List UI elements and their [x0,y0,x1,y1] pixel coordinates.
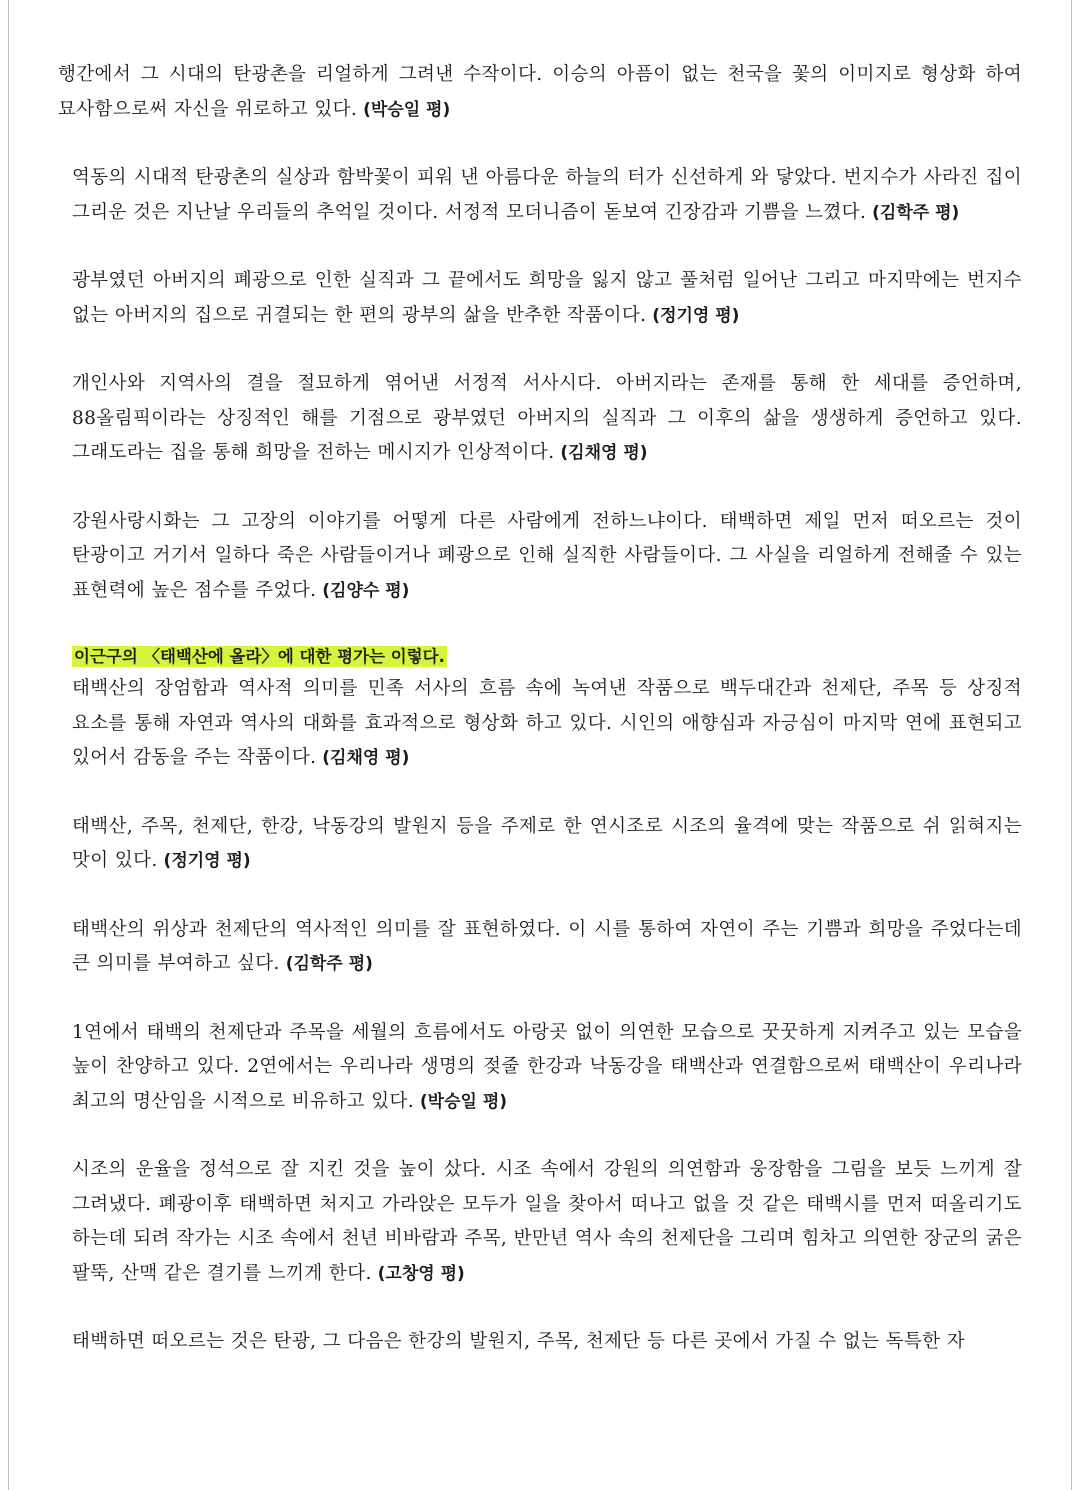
review-text: 강원사랑시화는 그 고장의 이야기를 어떻게 다른 사람에게 전하느냐이다. 태백하면 제일 먼저 떠오르는 것이 탄광이고 거기서 일하다 죽은 사람들이거나 폐광으로 인해 실직한 사람들이다. 그 사실을 리얼하게 전해줄 수 있는 표현력에 높은 점수를 주었다. [72,510,1022,601]
review-paragraph [58,1016,1022,1120]
review-paragraph [58,367,1022,471]
review-attribution: (김채영 평) [560,443,648,463]
review-paragraph [58,264,1022,333]
review-attribution: (김양수 평) [322,580,410,601]
review-paragraph-partial [58,1325,1022,1360]
review-text: 시조의 운율을 정석으로 잘 지킨 것을 높이 샀다. 시조 속에서 강원의 의연함과 웅장함을 그림을 보듯 느끼게 잘 그려냈다. 폐광이후 태백하면 처지고 가라앉은 모두가 일을 찾아서 떠나고 없을 것 같은 태백시를 먼저 떠올리기도 하는데 되려 작가는 시조 속에서 천년 비바람과 주목, 반만년 역사 속의 천제단을 그리며 힘차고 의연한 장군의 굵은 팔뚝, 산맥 같은 결기를 느끼게 한다. [72,1159,1022,1284]
review-text: 행간에서 그 시대의 탄광촌을 리얼하게 그려낸 수작이다. 이승의 아픔이 없는 천국을 꽃의 이미지로 형상화 하여 묘사함으로써 자신을 위로하고 있다. [58,64,1022,120]
review-text: 1연에서 태백의 천제단과 주목을 세월의 흐름에서도 아랑곳 없이 의연한 모습으로 꿋꿋하게 지켜주고 있는 모습을 높이 찬양하고 있다. 2연에서는 우리나라 생명의 젖줄 한강과 낙동강을 태백산과 연결함으로써 태백산이 우리나라 최고의 명산임을 시적으로 비유하고 있다. [72,1021,1022,1112]
page-border-left [8,0,9,1490]
review-attribution: (정기영 평) [652,305,740,326]
review-text: 역동의 시대적 탄광촌의 실상과 함박꽃이 피워 낸 아름다운 하늘의 터가 신선하게 와 닿았다. 번지수가 사라진 집이 그리운 것은 지난날 우리들의 추억일 것이다. 서정적 모더니즘이 돋보여 긴장감과 기쁨을 느꼈다. [72,167,1022,223]
review-attribution: (정기영 평) [163,851,251,871]
review-attribution: (박승일 평) [363,99,451,120]
review-text: 개인사와 지역사의 결을 절묘하게 엮어낸 서정적 서사시다. 아버지라는 존재를 통해 한 세대를 증언하며, 88올림픽이라는 상징적인 해를 기점으로 광부였던 아버지의 실직과 그 이후의 삶을 생생하게 증언하고 있다. 그래도라는 집을 통해 희망을 전하는 메시지가 인상적이다. [72,373,1022,463]
review-text: 태백산의 장엄함과 역사적 의미를 민족 서사의 흐름 속에 녹여낸 작품으로 백두대간과 천제단, 주목 등 상징적 요소를 통해 자연과 역사의 대화를 효과적으로 형상화 하고 있다. 시인의 애향심과 자긍심이 마지막 연에 표현되고 있어서 감동을 주는 작품이다. [72,678,1022,768]
review-paragraph [58,161,1022,230]
review-attribution: (김학주 평) [285,954,373,974]
page-border-right [1071,0,1072,1490]
review-text: 태백산, 주목, 천제단, 한강, 낙동강의 발원지 등을 주제로 한 연시조로 시조의 율격에 맞는 작품으로 쉬 읽혀지는 맛이 있다. [72,815,1022,871]
section-heading-highlight: 이근구의 〈태백산에 올라〉에 대한 평가는 이렇다. [74,647,445,666]
review-text: 광부였던 아버지의 폐광으로 인한 실직과 그 끝에서도 희망을 잃지 않고 풀처럼 일어난 그리고 마지막에는 번지수 없는 아버지의 집으로 귀결되는 한 편의 광부의 삶을 반추한 작품이다. [72,270,1022,326]
review-attribution: (김채영 평) [322,748,410,768]
review-paragraph [58,913,1022,982]
review-attribution: (김학주 평) [872,202,960,223]
review-paragraph [58,1153,1022,1291]
document-body [58,58,1022,1394]
review-paragraph [58,810,1022,879]
review-attribution: (박승일 평) [419,1091,508,1112]
review-attribution: (고창영 평) [377,1263,465,1284]
review-paragraph [58,58,1022,127]
section-heading [58,642,1022,672]
review-paragraph [58,505,1022,609]
review-text: 태백하면 떠오르는 것은 탄광, 그 다음은 한강의 발원지, 주목, 천제단 등 다른 곳에서 가질 수 없는 독특한 자 [72,1331,965,1352]
review-text: 태백산의 위상과 천제단의 역사적인 의미를 잘 표현하였다. 이 시를 통하여 자연이 주는 기쁨과 희망을 주었다는데 큰 의미를 부여하고 싶다. [72,918,1022,974]
review-paragraph [58,672,1022,776]
